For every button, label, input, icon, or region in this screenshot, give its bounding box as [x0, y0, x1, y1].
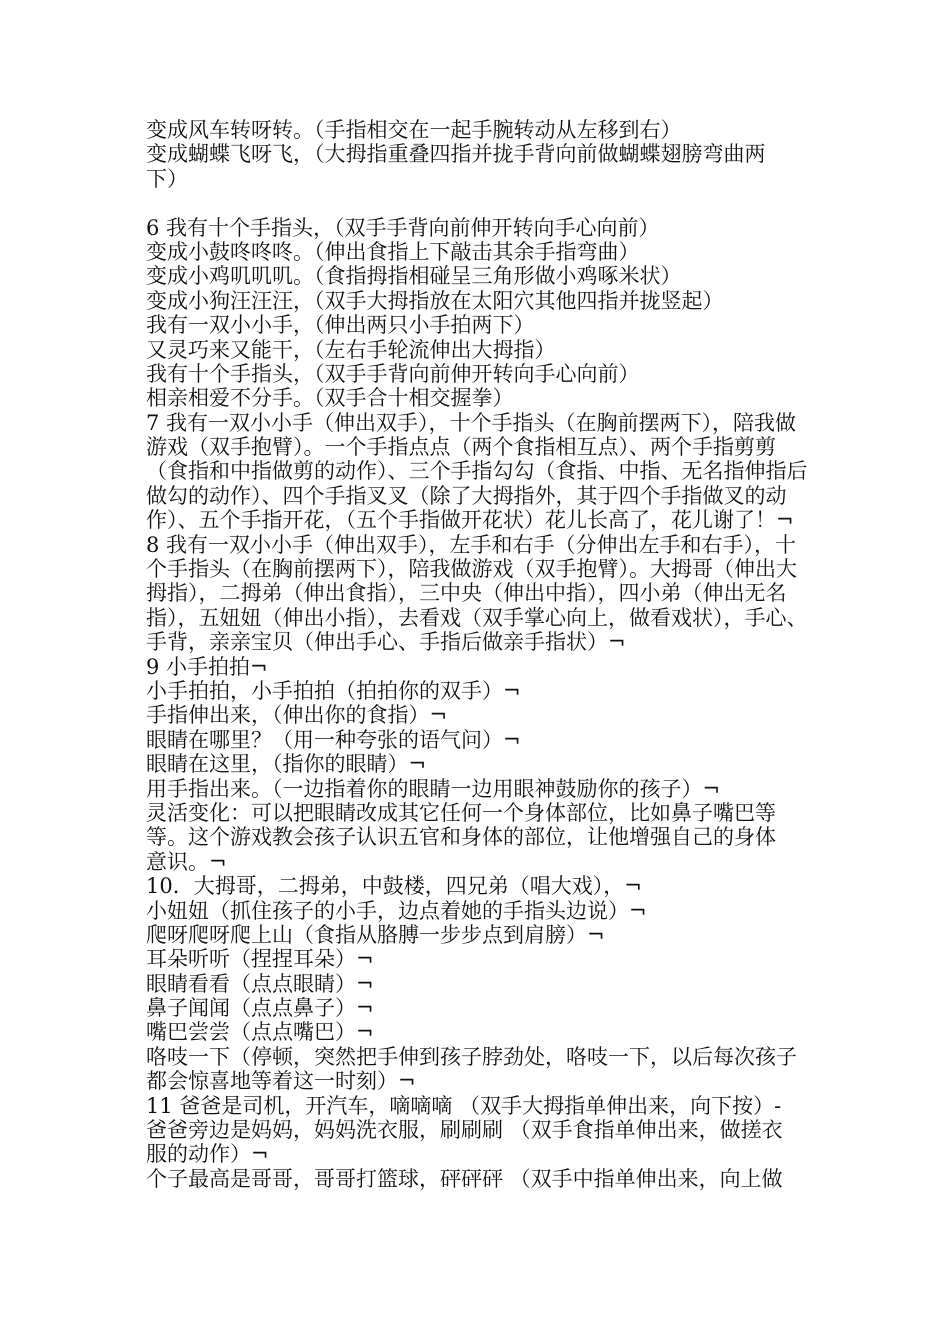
- text-line: 又灵巧来又能干，（左右手轮流伸出大拇指）: [146, 337, 556, 362]
- text-line: 都会惊喜地等着这一时刻）¬: [146, 1069, 416, 1094]
- text-line: 我有十个手指头，（双手手背向前伸开转向手心向前）: [146, 361, 640, 386]
- text-line: 10．大拇哥，二拇弟，中鼓楼，四兄弟（唱大戏），¬: [146, 874, 642, 899]
- text-line: 作）、五个手指开花，（五个手指做开花状）花儿长高了，花儿谢了！¬: [146, 508, 794, 533]
- text-line: 耳朵听听（捏捏耳朵）¬: [146, 947, 374, 972]
- text-line: 灵活变化：可以把眼睛改成其它任何一个身体部位，比如鼻子嘴巴等: [146, 800, 776, 825]
- text-line: 我有一双小小手，（伸出两只小手拍两下）: [146, 313, 535, 338]
- text-line: 服的动作）¬: [146, 1142, 269, 1167]
- text-line: 嘴巴尝尝（点点嘴巴）¬: [146, 1020, 374, 1045]
- text-line: 咯吱一下（停顿，突然把手伸到孩子脖劲处，咯吱一下，以后每次孩子: [146, 1044, 797, 1069]
- text-line: 爬呀爬呀爬上山（食指从胳膊一步步点到肩膀）¬: [146, 922, 605, 947]
- text-line: 个手指头（在胸前摆两下），陪我做游戏（双手抱臂）。大拇哥（伸出大: [146, 557, 797, 582]
- text-line: 变成小狗汪汪汪，（双手大拇指放在太阳穴其他四指并拢竖起）: [146, 288, 724, 313]
- text-line: 鼻子闻闻（点点鼻子）¬: [146, 996, 374, 1021]
- text-line: 手指伸出来，（伸出你的食指）¬: [146, 703, 448, 728]
- text-line: 7 我有一双小小手（伸出双手），十个手指头（在胸前摆两下），陪我做: [146, 410, 797, 435]
- text-line: （食指和中指做剪的动作）、三个手指勾勾（食指、中指、无名指伸指后: [146, 459, 808, 484]
- text-line: 做勾的动作）、四个手指叉叉（除了大拇指外，其于四个手指做叉的动: [146, 483, 787, 508]
- text-line: 变成小鼓咚咚咚。（伸出食指上下敲击其余手指弯曲）: [146, 239, 640, 264]
- text-line: 6 我有十个手指头，（双手手背向前伸开转向手心向前）: [146, 215, 660, 240]
- text-line: 11 爸爸是司机，开汽车，嘀嘀嘀 （双手大拇指单伸出来，向下按）-: [146, 1093, 782, 1118]
- text-line: 游戏（双手抱臂）。一个手指点点（两个食指相互点）、两个手指剪剪: [146, 435, 776, 460]
- text-line: 8 我有一双小小手（伸出双手），左手和右手（分伸出左手和右手），十: [146, 532, 797, 557]
- text-line: 小手拍拍，小手拍拍（拍拍你的双手）¬: [146, 678, 521, 703]
- text-line: 变成蝴蝶飞呀飞，（大拇指重叠四指并拢手背向前做蝴蝶翅膀弯曲两: [146, 142, 766, 167]
- text-line: 爸爸旁边是妈妈，妈妈洗衣服，刷刷刷 （双手食指单伸出来，做搓衣: [146, 1118, 783, 1143]
- text-line: 9 小手拍拍¬: [146, 654, 268, 679]
- text-line: 变成小鸡叽叽叽。（食指拇指相碰呈三角形做小鸡啄米状）: [146, 264, 682, 289]
- text-line: 手背，亲亲宝贝（伸出手心、手指后做亲手指状）¬: [146, 630, 626, 655]
- text-line: 指），五妞妞（伸出小指），去看戏（双手掌心向上，做看戏状），手心、: [146, 605, 808, 630]
- text-line: 下）: [146, 166, 188, 191]
- text-line: 小妞妞（抓住孩子的小手，边点着她的手指头边说）¬: [146, 898, 647, 923]
- text-line: 等。这个游戏教会孩子认识五官和身体的部位，让他增强自己的身体: [146, 825, 776, 850]
- text-line: 用手指出来。（一边指着你的眼睛一边用眼神鼓励你的孩子）¬: [146, 776, 721, 801]
- text-line: 个子最高是哥哥，哥哥打篮球，砰砰砰 （双手中指单伸出来，向上做: [146, 1166, 783, 1191]
- text-line: 眼睛在哪里？（用一种夸张的语气问）¬: [146, 727, 521, 752]
- text-line: 眼睛在这里，（指你的眼睛）¬: [146, 752, 427, 777]
- text-line: 拇指），二拇弟（伸出食指），三中央（伸出中指），四小弟（伸出无名: [146, 581, 787, 606]
- text-line: 相亲相爱不分手。（双手合十相交握拳）: [146, 386, 514, 411]
- blank-line: [146, 191, 814, 215]
- text-line: 意识。¬: [146, 849, 227, 874]
- text-line: 眼睛看看（点点眼睛）¬: [146, 971, 374, 996]
- text-line: 变成风车转呀转。（手指相交在一起手腕转动从左移到右）: [146, 118, 682, 142]
- document-body: [146, 118, 814, 1191]
